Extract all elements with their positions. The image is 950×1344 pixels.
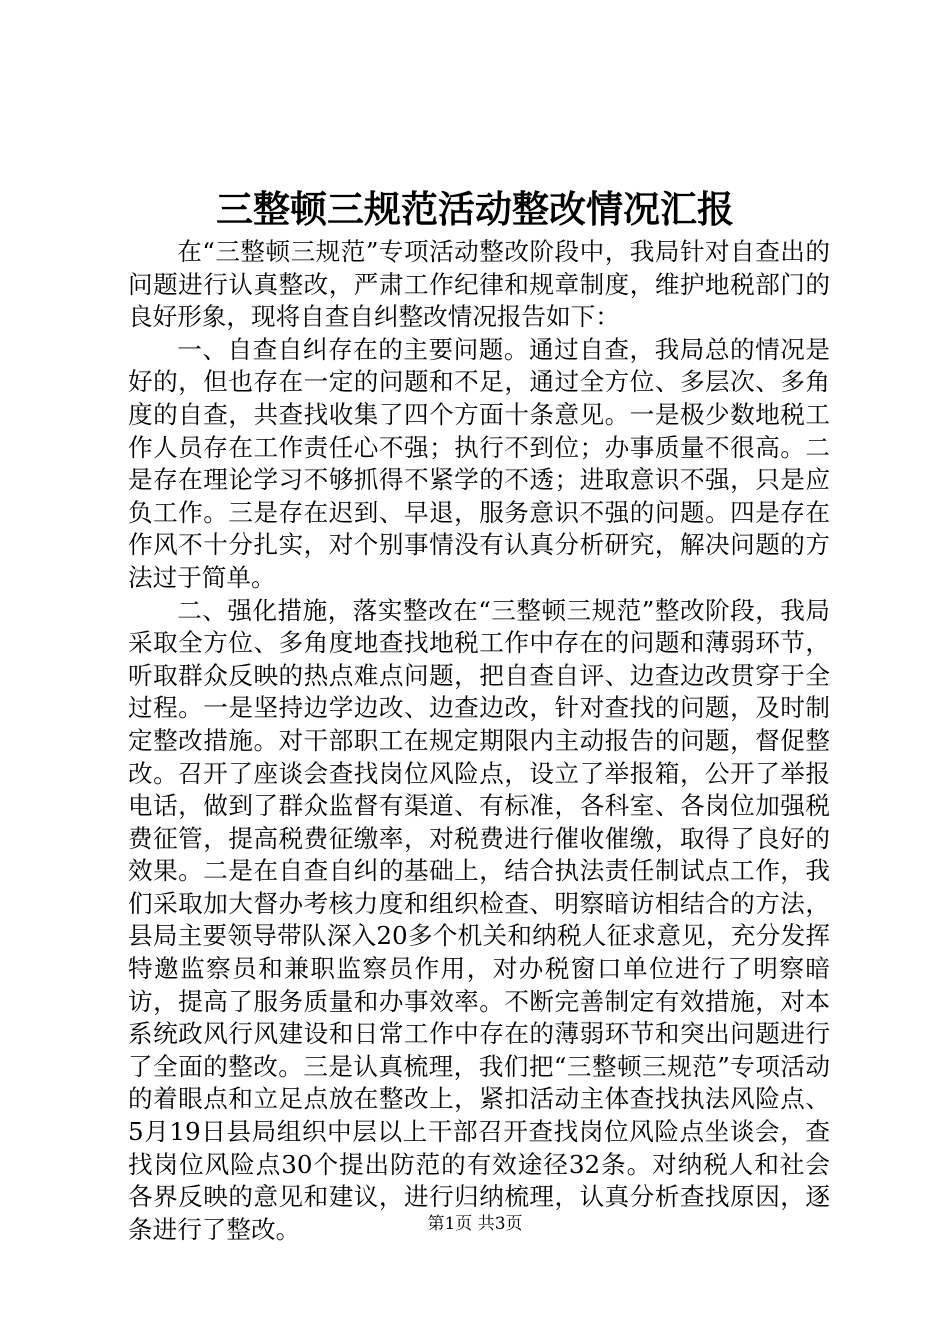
- document-title: 三整顿三规范活动整改情况汇报: [216, 187, 734, 231]
- paragraph-section-2: 二、强化措施，落实整改在“三整顿三规范”整改阶段，我局采取全方位、多角度地查找地税工作中存在的问题和薄弱环节，听取群众反映的热点难点问题，把自查自评、边查边改贯穿于全过程。一是坚持边学边改、边查边改，针对查找的问题，及时制定整改措施。对干部职工在规定期限内主动报告的问题，督促整改。召开了座谈会查找岗位风险点，设立了举报箱，公开了举报电话，做到了群众监督有渠道、有标准，各科室、各岗位加强税费征管，提高税费征缴率，对税费进行催收催缴，取得了良好的效果。二是在自查自纠的基础上，结合执法责任制试点工作，我们采取加大督办考核力度和组织检查、明察暗访相结合的方法，县局主要领导带队深入20多个机关和纳税人征求意见，充分发挥特邀监察员和兼职监察员作用，对办税窗口单位进行了明察暗访，提高了服务质量和办事效率。不断完善制定有效措施，对本系统政风行风建设和日常工作中存在的薄弱环节和突出问题进行了全面的整改。三是认真梳理，我们把“三整顿三规范”专项活动的着眼点和立足点放在整改上，紧扣活动主体查找执法风险点、5月19日县局组织中层以上干部召开查找岗位风险点坐谈会，查找岗位风险点30个提出防范的有效途径32条。对纳税人和社会各界反映的意见和建议，进行归纳梳理，认真分析查找原因，逐条进行了整改。: [128, 595, 830, 1244]
- page-number-footer: 第1页 共3页: [427, 1214, 523, 1234]
- paragraph-intro: 在“三整顿三规范”专项活动整改阶段中，我局针对自查出的问题进行认真整改，严肃工作纪律和规章制度，维护地税部门的良好形象，现将自查自纠整改情况报告如下：: [128, 237, 830, 332]
- paragraph-section-1: 一、自查自纠存在的主要问题。通过自查，我局总的情况是好的，但也存在一定的问题和不足，通过全方位、多层次、多角度的自查，共查找收集了四个方面十条意见。一是极少数地税工作人员存在工作责任心不强；执行不到位；办事质量不很高。二是存在理论学习不够抓得不紧学的不透；进取意识不强，只是应负工作。三是存在迟到、早退，服务意识不强的问题。四是存在作风不十分扎实，对个别事情没有认真分析研究，解决问题的方法过于简单。: [128, 334, 830, 592]
- document-body: [128, 236, 830, 1246]
